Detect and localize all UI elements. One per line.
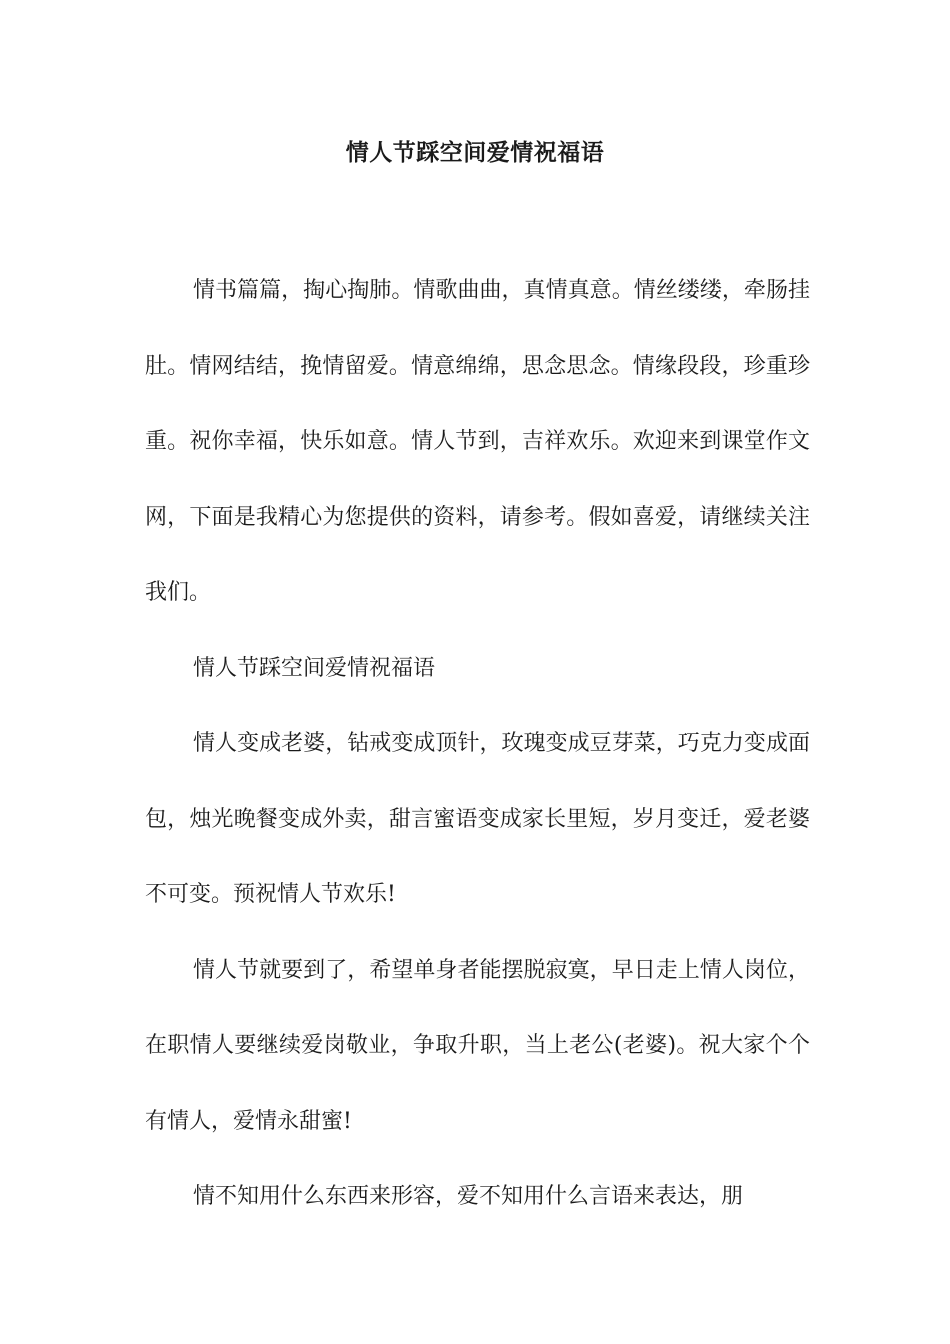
paragraph-subheading: 情人节踩空间爱情祝福语 — [193, 655, 436, 681]
document-title: 情人节踩空间爱情祝福语 — [345, 139, 605, 166]
paragraph-singles: 情人节就要到了，希望单身者能摆脱寂寞，早日走上情人岗位，在职情人要继续爱岗敬业，争取升职，当上老公(老婆)。祝大家个个有情人，爱情永甜蜜! — [145, 957, 810, 1134]
paragraph-intro: 情书篇篇，掏心掏肺。情歌曲曲，真情真意。情丝缕缕，牵肠挂肚。情网结结，挽情留爱。情意绵绵，思念思念。情缘段段，珍重珍重。祝你幸福，快乐如意。情人节到，吉祥欢乐。欢迎来到课堂作文网，下面是我精心为您提供的资料，请参考。假如喜爱，请继续关注我们。 — [145, 278, 810, 605]
document-body — [145, 253, 810, 1235]
paragraph-friends: 情不知用什么东西来形容，爱不知用什么言语来表达，朋 — [193, 1184, 744, 1209]
paragraph-wife: 情人变成老婆，钻戒变成顶针，玫瑰变成豆芽菜，巧克力变成面包，烛光晚餐变成外卖，甜言蜜语变成家长里短，岁月变迁，爱老婆不可变。预祝情人节欢乐! — [145, 731, 810, 907]
